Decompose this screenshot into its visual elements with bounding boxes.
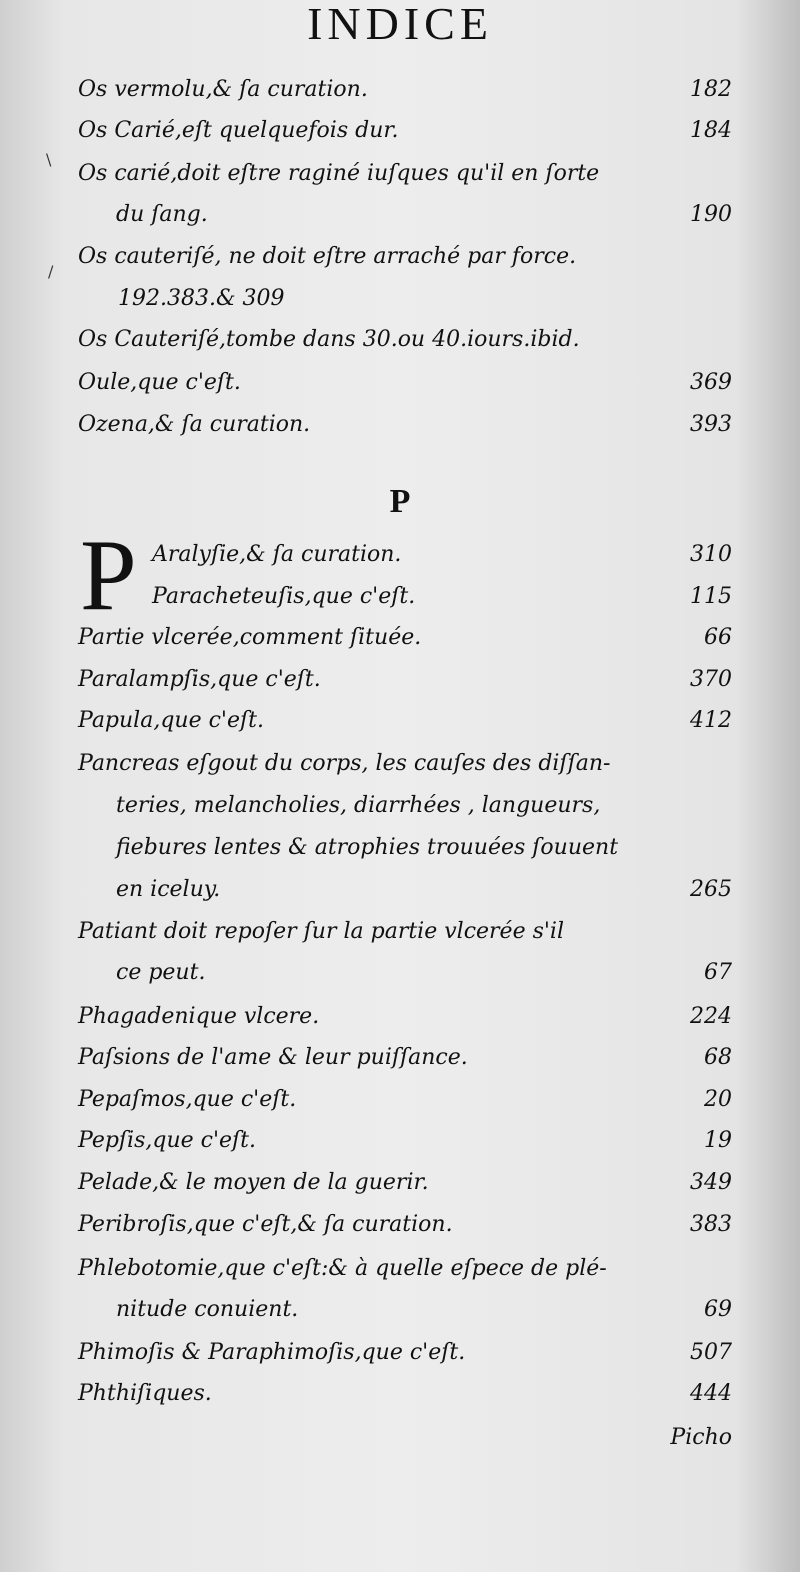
entry-page-number: 20 — [704, 1087, 732, 1112]
entry-text: Papula,que c'eſt. — [78, 708, 264, 733]
index-entry-continuation — [0, 828, 800, 868]
entry-text: Paralampſis,que c'eſt. — [78, 667, 321, 692]
entry-page-number: 190 — [690, 202, 732, 227]
margin-mark: \ — [46, 150, 52, 169]
index-entry — [0, 997, 800, 1037]
index-entry-continuation — [0, 953, 800, 993]
index-entry — [0, 363, 800, 403]
section-heading-p: P — [389, 483, 411, 520]
entry-page-number: 182 — [690, 77, 732, 102]
index-entry — [0, 1163, 800, 1203]
index-entry — [0, 1249, 800, 1289]
entry-text: Pelade,& le moyen de la guerir. — [78, 1170, 429, 1195]
entry-text: Os vermolu,& ſa curation. — [78, 77, 368, 102]
entry-page-number: 66 — [704, 625, 732, 650]
index-entry — [0, 154, 800, 194]
entry-page-number: 507 — [690, 1340, 732, 1365]
entry-page-number: 370 — [690, 667, 732, 692]
entry-text: en iceluy. — [116, 877, 221, 902]
entry-page-number: 69 — [704, 1297, 732, 1322]
entry-text: Os cauteriſé, ne doit eſtre arraché par force. — [78, 244, 577, 269]
entry-text: Phthiſiques. — [78, 1381, 212, 1406]
index-entry — [0, 912, 800, 952]
index-entry — [0, 1121, 800, 1161]
margin-mark: / — [48, 262, 54, 281]
entry-text: Pepſis,que c'eſt. — [78, 1128, 257, 1153]
entry-text: Os Cauteriſé,tombe dans 30.ou 40.iours.ibid. — [78, 327, 580, 352]
index-entry — [0, 111, 800, 151]
index-entry — [0, 70, 800, 110]
index-entry — [0, 535, 800, 575]
entry-text: Peribroſis,que c'eſt,& ſa curation. — [78, 1212, 453, 1237]
entry-text: Oule,que c'eſt. — [78, 370, 241, 395]
entry-page-number: 310 — [690, 542, 732, 567]
index-entry — [0, 577, 800, 617]
entry-text: du ſang. — [116, 202, 208, 227]
entry-text: Paſsions de l'ame & leur puiſſance. — [78, 1045, 468, 1070]
entry-page-number: 369 — [690, 370, 732, 395]
entry-text: Phlebotomie,que c'eſt:& à quelle eſpece de plé- — [78, 1256, 607, 1281]
entry-page-number: 67 — [704, 960, 732, 985]
index-entry — [0, 618, 800, 658]
index-entry — [0, 1038, 800, 1078]
entry-page-number: 349 — [690, 1170, 732, 1195]
index-entry — [0, 744, 800, 784]
entry-page-number: 412 — [690, 708, 732, 733]
catchword: Picho — [670, 1425, 732, 1450]
entry-text: Aralyſie,& ſa curation. — [152, 542, 402, 567]
entry-page-number: 265 — [690, 877, 732, 902]
index-entry-continuation — [0, 870, 800, 910]
entry-page-number: 115 — [690, 584, 732, 609]
entry-text: teries, melancholies, diarrhées , langueurs, — [116, 793, 601, 818]
entry-page-number: 19 — [704, 1128, 732, 1153]
index-entry — [0, 405, 800, 445]
entry-text: Os carié,doit eſtre raginé iuſques qu'il en ſorte — [78, 161, 600, 186]
entry-text: Phagadenique vlcere. — [78, 1004, 320, 1029]
entry-text: Phimoſis & Paraphimoſis,que c'eſt. — [78, 1340, 466, 1365]
index-entry-continuation — [0, 786, 800, 826]
index-entry — [0, 660, 800, 700]
index-entry — [0, 320, 800, 360]
entry-text: nitude conuient. — [116, 1297, 299, 1322]
index-entry — [0, 1333, 800, 1373]
entry-text: fiebures lentes & atrophies trouuées ſouuent — [116, 835, 619, 860]
index-entry — [0, 237, 800, 277]
entry-text: Patiant doit repoſer ſur la partie vlcerée s'il — [78, 919, 564, 944]
index-entry — [0, 701, 800, 741]
entry-text: Paracheteuſis,que c'eſt. — [152, 584, 416, 609]
entry-page-number: 393 — [690, 412, 732, 437]
entry-text: 192.383.& 309 — [118, 286, 285, 311]
entry-text: Pepaſmos,que c'eſt. — [78, 1087, 297, 1112]
entry-page-number: 184 — [690, 118, 732, 143]
entry-page-number: 444 — [690, 1381, 732, 1406]
index-entry-continuation — [0, 195, 800, 235]
entry-text: Ozena,& ſa curation. — [78, 412, 311, 437]
entry-page-number: 68 — [704, 1045, 732, 1070]
index-entry-continuation — [0, 1290, 800, 1330]
entry-page-number: 224 — [690, 1004, 732, 1029]
entry-text: Pancreas eſgout du corps, les cauſes des diſſan- — [78, 751, 611, 776]
entry-text: ce peut. — [116, 960, 206, 985]
index-entry — [0, 1374, 800, 1414]
entry-text: Os Carié,eſt quelquefois dur. — [78, 118, 399, 143]
index-entry — [0, 1080, 800, 1120]
page-title: INDICE — [307, 0, 493, 49]
index-entry — [0, 1205, 800, 1245]
entry-page-number: 383 — [690, 1212, 732, 1237]
index-entry-continuation — [0, 279, 800, 319]
drop-cap-p: P — [80, 519, 137, 632]
entry-text: Partie vlcerée,comment ſituée. — [78, 625, 422, 650]
